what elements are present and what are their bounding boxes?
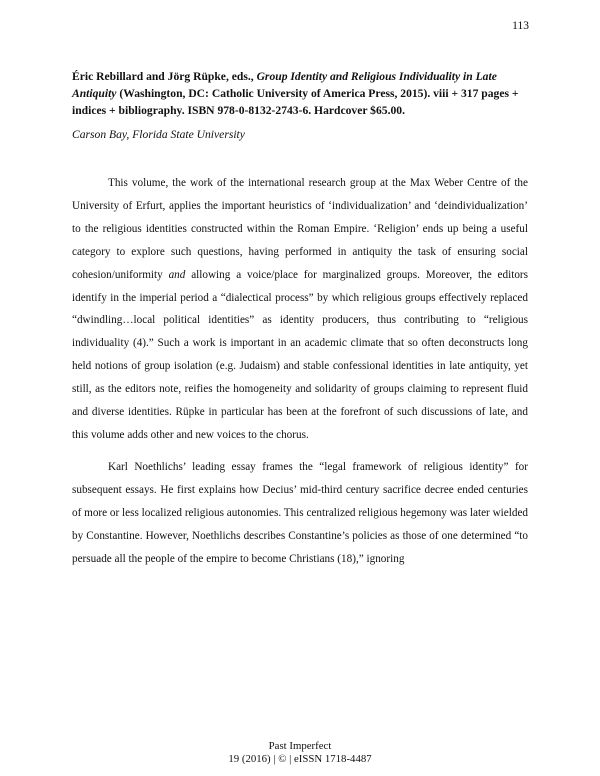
paragraph-1: [72, 172, 528, 447]
page-footer: [0, 740, 600, 766]
citation-title: Group Identity and Religious Individuality in Late Antiquity: [72, 70, 497, 100]
footer-journal: Past Imperfect: [268, 740, 332, 752]
citation-publication: (Washington, DC: Catholic University of America Press, 2015). viii + 317 pages + indices + bibliography. ISBN 978-0-8132-2743-6. Hardcover $65.00.: [72, 87, 519, 117]
reviewer-byline: Carson Bay, Florida State University: [72, 128, 245, 141]
footer-issue: 19 (2016) | © | eISSN 1718-4487: [228, 753, 372, 765]
paragraph-1-part-2: allowing a voice/place for marginalized groups. Moreover, the editors identify in the imperial period a “dialectical process” by which religious groups effectively replaced “dwindling…local political identities” as identity producers, thus contributing to “religious individuality (4).” Such a work is important in an academic climate that so often deconstructs long held notions of group isolation (e.g. Judaism) and stable confessional identities in late antiquity, yet still, as the editors note, reifies the homogeneity and solidarity of groups claiming to represent fluid and diverse identities. Rüpke in particular has been at the forefront of such discussions of late, and this volume adds other and new voices to the chorus.: [72, 268, 529, 441]
page-number: 113: [512, 20, 529, 32]
review-body: [72, 172, 528, 579]
book-citation: [72, 68, 528, 119]
paragraph-1-part-1: This volume, the work of the international research group at the Max Weber Centre of the University of Erfurt, applies the important heuristics of ‘individualization’ and ‘deindividualization’ to the religious identities constructed within the Roman Empire. ‘Religion’ ends up being a useful category to explore such questions, having performed in antiquity the task of ensuring social cohesion/uniformity: [72, 177, 528, 281]
paragraph-1-emphasis: and: [168, 268, 186, 281]
citation-authors: Éric Rebillard and Jörg Rüpke, eds.,: [72, 70, 254, 83]
paragraph-2: Karl Noethlichs’ leading essay frames the “legal framework of religious identity” for subsequent essays. He first explains how Decius’ mid-third century sacrifice decree ended centuries of more or less localized religious autonomies. This centralized religious hegemony was later wielded by Constantine. However, Noethlichs describes Constantine’s policies as those of one determined “to persuade all the people of the empire to become Christians (18),” ignoring: [72, 460, 528, 565]
